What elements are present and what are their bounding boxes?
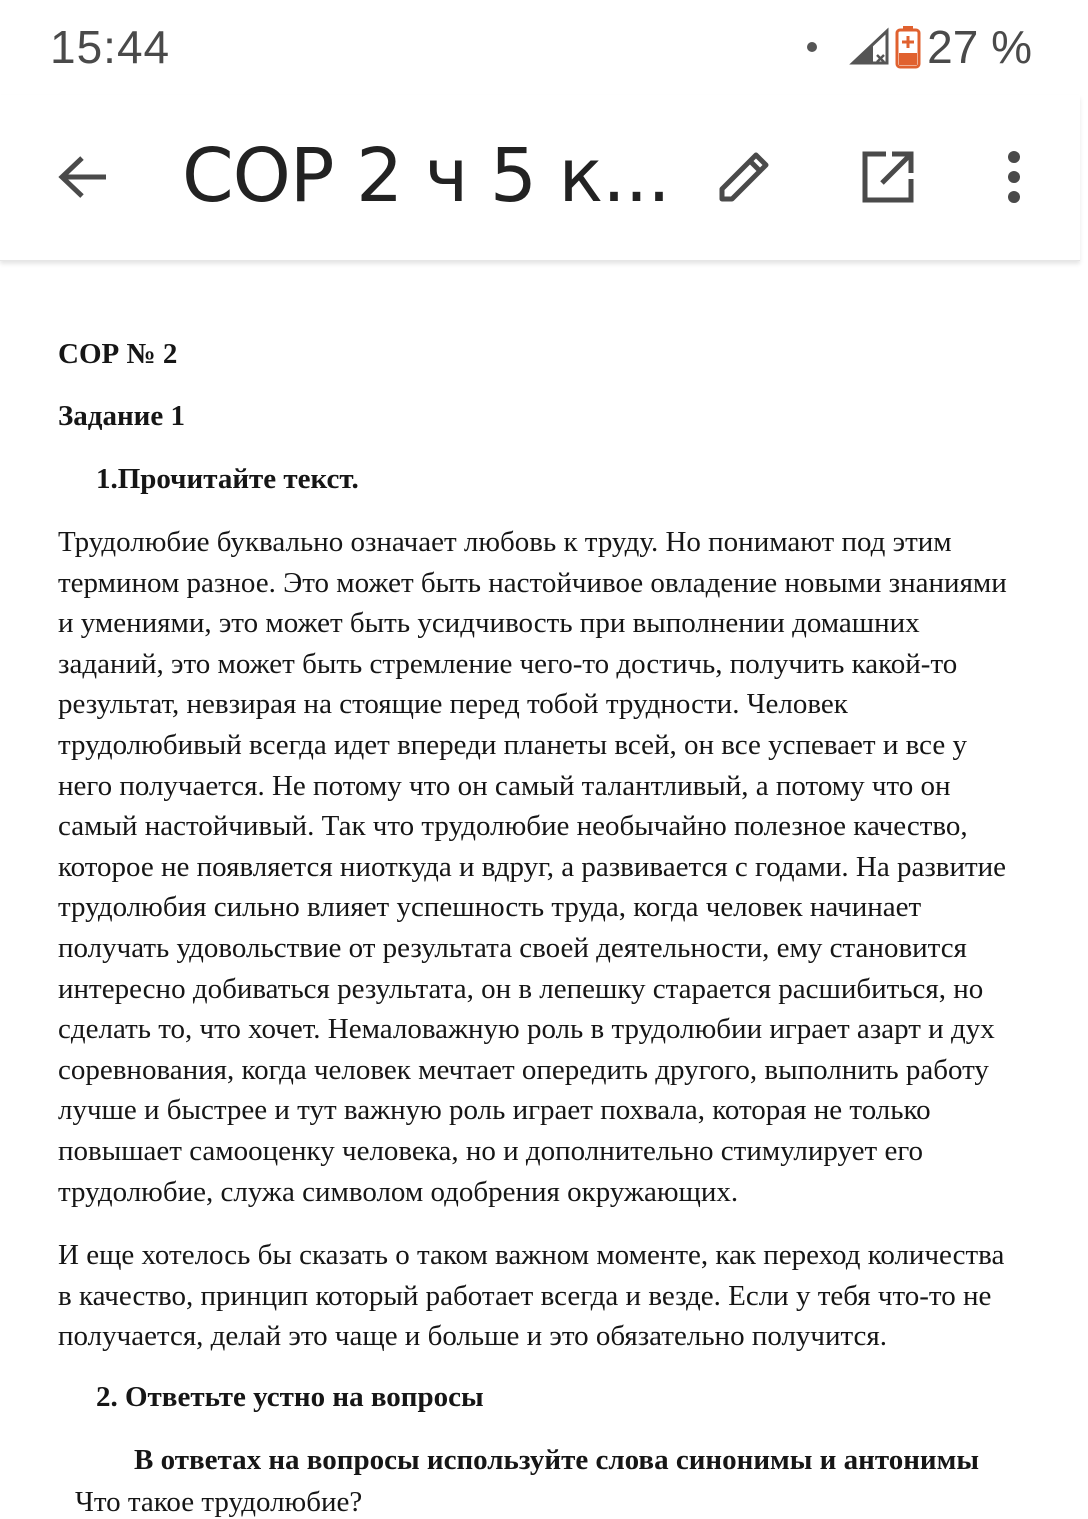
battery-charging-icon <box>895 25 921 69</box>
app-bar <box>0 95 1080 261</box>
pencil-icon <box>714 147 774 207</box>
open-in-new-button[interactable] <box>856 145 920 209</box>
doc-partial-line: Что такое трудолюбие? <box>75 1486 363 1518</box>
document-view[interactable] <box>0 262 1080 1518</box>
doc-item-read: 1.Прочитайте текст. <box>96 463 359 495</box>
edit-button[interactable] <box>712 145 776 209</box>
doc-paragraph-1: Трудолюбие буквально означает любовь к труду. Но понимают под этим термином разное. Это может быть настойчивое овладение новыми знаниями и умениями, это может быть усидчивость при выполнении домашних заданий, это может быть стремление чего-то достичь, получить какой-то результат, невзирая на стоящие перед тобой трудности. Человек трудолюбивый всегда идет впереди планеты всей, он все успевает и все у него получается. Не потому что он самый талантливый, а потому что он самый настойчивый. Так что трудолюбие необычайно полезное качество, которое не появляется ниоткуда и вдруг, а развивается с годами. На развитие трудолюбия сильно влияет успешность труда, когда человек начинает получать удовольствие от результата своей деятельности, ему становится интересно добиваться результата, он в лепешку старается расшибиться, но сделать то, что хочет. Немаловажную роль в трудолюбии играет азарт и дух соревнования, когда человек мечтает опередить другого, выполнить работу лучше и быстрее и тут важную роль играет похвала, которая не только повышает самооценку человека, но и дополнительно стимулирует его трудолюбие, служа символом одобрения окружающих. <box>58 526 1007 1208</box>
battery-percent: 27 % <box>927 21 1032 73</box>
status-bar <box>0 0 1080 95</box>
back-button[interactable] <box>54 147 114 207</box>
notification-dot-icon <box>807 42 817 52</box>
back-arrow-icon <box>58 155 110 199</box>
doc-paragraph-2: И еще хотелось бы сказать о таком важном моменте, как переход количества в качество, принцип который работает всегда и везде. Если у тебя что-то не получается, делай это чаще и больше и это обязательно получится. <box>58 1239 1005 1353</box>
more-options-button[interactable] <box>990 145 1038 209</box>
doc-task-title: Задание 1 <box>58 400 186 432</box>
open-in-new-icon <box>858 147 918 207</box>
doc-heading: СОР № 2 <box>58 338 178 370</box>
signal-no-data-icon <box>851 27 891 67</box>
doc-instruction: В ответах на вопросы используйте слова синонимы и антонимы <box>134 1444 980 1476</box>
status-time: 15:44 <box>50 21 171 73</box>
doc-item-answer: 2. Ответьте устно на вопросы <box>96 1381 484 1413</box>
document-title: СОР 2 ч 5 к... <box>182 133 670 219</box>
more-vert-icon <box>1004 149 1024 205</box>
status-icons <box>807 20 1032 74</box>
